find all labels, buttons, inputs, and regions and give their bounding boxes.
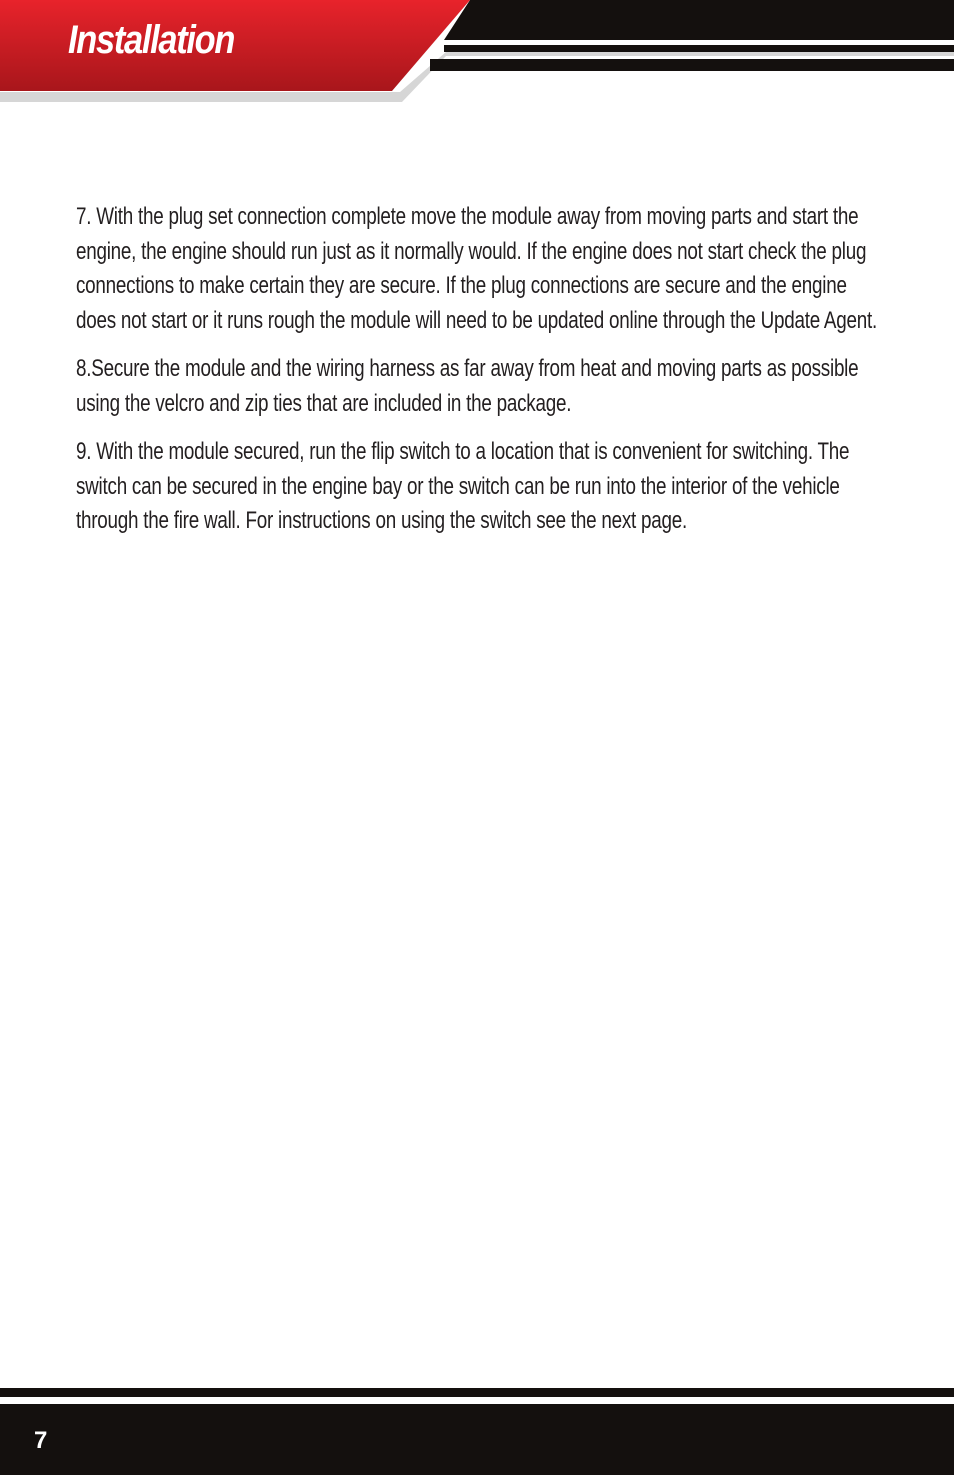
header-line-upper <box>444 45 954 52</box>
instruction-step-9: 9. With the module secured, run the flip switch to a location that is convenient for switching. The switch can be secured in the engine bay or the switch can be run into the interior of the vehicle through the fire wall. For instructions on using the switch see the next page. <box>76 438 850 534</box>
header-line-lower <box>430 59 954 71</box>
footer-bar <box>0 1404 954 1475</box>
page-number: 7 <box>34 1427 48 1454</box>
page-footer <box>0 1385 954 1475</box>
page-header <box>0 0 954 110</box>
page-title: Installation <box>68 18 235 62</box>
instruction-text <box>76 200 885 553</box>
footer-divider-line <box>0 1388 954 1397</box>
header-top-black-band <box>444 0 954 40</box>
instruction-step-8: 8.Secure the module and the wiring harness as far away from heat and moving parts as possible using the velcro and zip ties that are included in the package. <box>76 355 859 417</box>
instruction-step-7: 7. With the plug set connection complete move the module away from moving parts and start the engine, the engine should run just as it normally would. If the engine does not start check the plug connections to make certain they are secure. If the plug connections are secure and the engine does not start or it runs rough the module will need to be updated online through the Update Agent. <box>76 203 877 334</box>
